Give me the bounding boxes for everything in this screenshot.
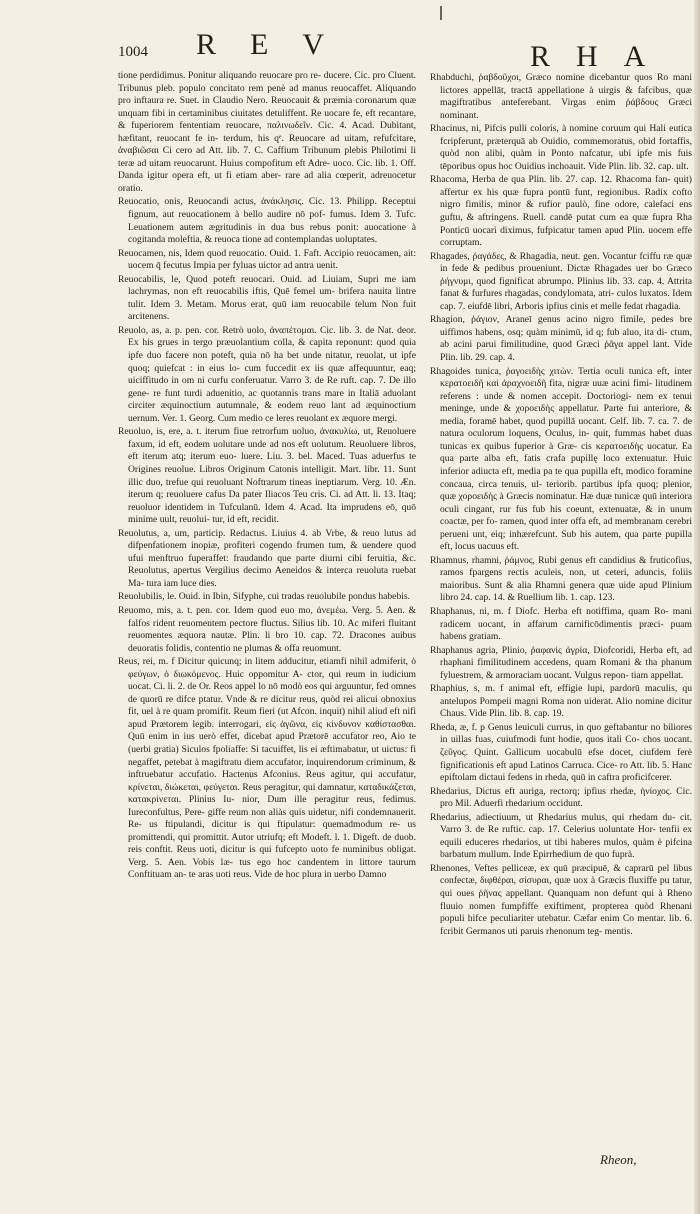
entry-rhenones: Rhenones, Veftes pelliceæ, ex quū præcipuē, & caprarū pel libus confectæ, διφθέραι, σίσυραι, quæ uox à Græcis fluxiffe pu tatur, qui oues ῥῆνας appellant. Quanquam non defunt qui à Rheno fluuio nomen fumpfiffe exiftiment, propterea quòd Rhenani populi hifce peculiariter utebatur. Cæfar enim Co mentar. lib. 6. fcribit Germanos uti paruis rhenonum teg- mentis. [430, 862, 692, 937]
entry-reuocatio: Reuocatio, onis, Reuocandi actus, ἀνάκλησις. Cic. 13. Philipp. Receptui fignum, aut reuocationem à bello audire nō pof- fumus. Idem 3. Tufc. Leuationem autem ægritudinis in dua bus rebus ponit: auocatione à cogitanda moleftia, & reuoca tione ad contemplandas uoluptates. [118, 196, 416, 246]
entry-rhagades: Rhagades, ῥαγάδες, & Rhagadia, neut. gen. Vocantur fciffu ræ quæ in fede & pedibus proueniunt. Dictæ Rhagades uer bo Græco ῥήγνυμι, quod fignificat abrumpo. Plinius lib. 33. cap. 4. Attrita fanat & furfures rhagadas, condylomata, atri- culos luxatos. Idem cap. 7. eiufdē libri, Arboris ipfius cinis et melle fedat rhagadia. [430, 250, 692, 312]
running-head-right: RHA [530, 40, 672, 73]
left-column [118, 70, 416, 883]
entry-rhedarius-adj: Rhedarius, adiectiuum, ut Rhedarius mulus, qui rhedam du- cit. Varro 3. de Re ruftic. cap. 17. Celerius uoluntate Hor- tenfii ex equili educeres rhedarios, ut tibi haberes mulos, quàm è pifcina barbatum mullum. Inde Epirrhedium de quo fuprà. [430, 811, 692, 861]
entry-rheda: Rheda, æ, f. p Genus leuiculi currus, in quo geftabantur no biliores in uillas fuas, cuiufmodi funt hodie, quos itali Co- chos uocant. ζεῦγος. Quint. Gallicum uocabulū efse docet, ciufdem ferè fignificationis eft apud Latinos Carruca. Cice- ro Att. lib. 5. Hanc epiftolam dictaui fedens in rheda, quū in caftra proficifcerer. [430, 721, 692, 784]
entry-reuolutus: Reuolutus, a, um, particip. Redactus. Liuius 4. ab Vrbe, & reuo lutus ad difpenfationem inopiæ, profiteri cogendo frumen tum, & uendere quod ufui menftruo fuperaffet: fraudando que parte diurni cibi feruitia, &c. Reuolutus, apertus Vergilius decimo Aeneidos & interca reuoluta ruebat Ma- tura iam luce dies. [118, 527, 416, 589]
entry-reuolo: Reuolo, as, a. p. pen. cor. Retrò uolo, ἀναπέτομαι. Cic. lib. 3. de Nat. deor. Ex his grues in tergo præuolantium colla, & capita reponunt: quod quia ipfe duo facere non poteft, quia nō ha bet unde nitatur, reuolat, ut ipfe quoq; quiefcat : in eius lo- cum fuccedit ex iis quæ affequuntur, eaq; uiciffitudo in om ni curfu conferuatur. Varro 3. de Re ruft. cap. 7. De illo gene- re funt turdi aduenitio, ac quotannis trans mare in Italiā aduolant circiter æquinoctium autumnale, & eodem reuo lant ad æquinoctium uernum. Ver. 1. Georg. Cum medio ce leres reuolant ex æquore mergi. [118, 324, 416, 424]
right-column [430, 72, 692, 939]
page-number: 1004 [118, 44, 148, 60]
catchword: Rheon, [600, 1152, 637, 1167]
running-head-left: REV [196, 28, 358, 61]
entry-reuolubilis: Reuolubilis, le. Ouid. in Ibin, Sifyphe, cui tradas reuolubile pondus habebis. [118, 591, 411, 603]
entry-reuoluo: Reuoluo, is, ere, a. t. iterum fiue retrorfum uoluo, ἀνακυλίω, ut, Reuoluere faxum, id eft, eodem uolutare unde ad nos eft uolutum. Reuoluere libros, eft iterum atq; iterum euo- luere. Liu. 3. bel. Maced. Tuas aduerfus te Origines reuolue. Libros Originum Catonis intelligit. Mart. libr. 11. Sunt illic duo, trefue qui reuoluant Noftrarum tineas ineptiarum. Verg. 10. Æn. iterum q; reuoluere cafus Da pater Iliacos Teu cris. Ci. ad Att. li. 13. Itaq; reuoluor identidem in Tufculanū. Idem 4. Acad. Ita imprudens eō, quō minime uult, reuolui- tur, id eft, recidit. [118, 426, 416, 526]
entry-rhabduchi: Rhabduchi, ῥαβδοῦχοι, Græco nomine dicebantur quos Ro mani lictores appellāt, tractā appellatione à uirgis & fafcibus, quæ magiftratibus anteferebant. Virgas enim ῥάβδους Græci nominant. [430, 72, 692, 121]
entry-reuocamen: Reuocamen, nis, Idem quod reuocatio. Ouid. 1. Faft. Accipio reuocamen, ait: uocem q̄ fecutus Impia per fyluas uictor ad antra uenit. [118, 247, 416, 272]
entry-reuoco-continued: tione perdidimus. Ponitur aliquando reuocare pro re- ducere. Cic. pro Cluent. Tribunus pleb. populo concitato rem penè ad manus reuocaffet. Aliquando pro inftaura re. Suet. in Claudio Nero. Reuocauit & præmia coronarum quæ unquam fibi in certaminibus ciuitates detuliffent. Re uocare fe, eft recantare, & fuperiorem fententiam reuocare, παλινωδεῖν. Cic. 4. Acad. Dubitant, hæfitant, reuocant fe in- terdum, his qᵉ. Reuocare ad uitam, refufcitare, ἀναβιῶσαι Ci cero ad Att. lib. 7. C. Caffium Tribunum plebis Philotimi li teræ ad uitam reuocarunt. Huius compofitum eft Adre- uoco. Cic. lib. 1. Off. Danda igitur opera eft, ut fi etiam aber- rare ad alia cœperit, adreuocetur oratio. [118, 70, 416, 194]
entry-reuocabilis: Reuocabilis, le, Quod poteft reuocari. Ouid. ad Liuiam, Supri me iam lachrymas, non eft reuocabilis iftis, Quē femel um- brifera nauita lintre tulit. Idem 3. Metam. Morus erat, quū iam reuocabile telum Non fuit arcitenens. [118, 273, 416, 323]
top-mark [440, 6, 442, 20]
entry-rhamnus: Rhamnus, rhamni, ῥάμνος, Rubi genus eft candidius & fruticofius, ramos fpargens rectis aculeis, non, ut ceteri, aduncis, foliis maioribus. Sunt & alia Rhamni genera quæ uide apud Plinium libro 24. cap. 14. & Ruellium lib. 1. cap. 123. [430, 554, 692, 604]
entry-rhaphanus: Rhaphanus, ni, m. f Diofc. Herba eft notiffima, quam Ro- mani radicem uocant, in affarum carnificōdimentis præci- puam habens gratiam. [430, 605, 692, 643]
entry-reus: Reus, rei, m. f Dicitur quicunq; in litem adducitur, etiamfi nihil admiferit, ὁ φεύγων, ὁ διωκόμενος. Huic oppomitur A- ctor, qui reum in iudicium uocat. Ci. li. 2. de Or. Reos appel lo nō modò eos qui arguuntur, fed omnes de quorū re difce ptatur. Vnde & re dicitur reus, quòd rei alicui obnoxius fit, uel à re quam promifit. Reum fieri (ut Afcon. inquit) nihil aliud eft nifi apud Prætorem legib. interrogari, εἰς ἀγῶνα, εἰς κίνδυνον καθίστασθαι. Quū enim in ius uerò effet, dicebat apud Prætorē accufator reo, Aio te (uerbi gratia) Siculos fpoliaffe: Si tacuiffet, lis ei æftimabatur, ut uictus: fi negaffet, petebat à magiftratu diem accufator, inquirendorum criminum, & inftruebatur accufatio. Hactenus Afconius. Reus agitur, qui accufatur, κρίνεται, διώκεται, φεύγεται. Reus peragitur, qui damnatur, καταδικάζεται, κατακρίνεται. Plinius Iu- nior, Dum ille peragitur reus, fedimus. Iureconfultus, Pere- giffe reum non aliàs quis uidetur, nifi condemnauerit. Re- us ftipulandi, dicitur is qui ftipulatur: quemadmodum re- us promittendi, qui promittit. Autor utriufq; eft Modeft. l. 1. Digeft. de duob. reis conftit. Reus uoti, dicitur is qui fufcepto uoto fe numinibus obligat. Verg. 5. Aen. Vobis læ- tus ego hoc candentem in littore taurum Conftituam an- te aras uoti reus. Vide de hoc plura in uerbo Damno [118, 656, 416, 881]
entry-rhedarius-noun: Rhedarius, Dictus eft auriga, rectorq; ipfius rhedæ, ἡνίοχος. Cic. pro Mil. Aduerfi rhedarium occidunt. [430, 785, 692, 810]
entry-rhaphanus-agria: Rhaphanus agria, Plinio, ῥαφανὶς ἀγρία, Diofcoridi, Herba eft, ad rhaphani fimilitudinem accedens, quam Romani & tha phanum fyluestrem, & armoraciam uocant. Vulgus repon- tiam appellat. [430, 644, 692, 681]
entry-rhagoides: Rhagoides tunica, ῥαγοειδὴς χιτὼν. Tertia oculi tunica eft, inter κερατοειδῆ καὶ ἀραχνοειδῆ fita, nigræ uuæ acini fimi- litudinem referens : unde & nomen accepit. Doctoriogi- nem ex tenui meninge, unde & χοροειδὴς appellatur. Parte fui anteriore, & media, foramē habet, quod pupillā uocant. Celf. lib. 7. ca. 7. de natura oculorum loquens, Oculus, in- quit, fummas habet duas tunicas ex quibus fuperior à Græ- cis κερατοειδὴς uocatur. Ea qua parte alba eft, fatis crafa pupillę loco extenuatur. Huic inferior adiucta eft, media pa te qua pupilla eft, modico foramine concaua, circa tenuis, ul- teriorib. partibus ipfa quoq; plenior, quæ χοροειδὴς à Græcis nominatur. Hæ duæ tunicæ quū interiora oculi cingant, rur fus fub his coeunt, extenuatæ, & in unum coactæ, per fo- ramen, quod inter offa eft, ad membranam cerebri perueni unt, eiq; inhærefcunt. Sub his autem, qua parte pupilla eft, locus uacuus eft. [430, 365, 692, 553]
entry-rhaphius: Rhaphius, s, m. f animal eft, effigie lupi, pardorū maculis, qu antelupos Pompeii magni Roma non uiderat. Alio nomine dicitur Chaus. Vide Plin. lib. 8. cap. 19. [430, 683, 692, 720]
entry-reuomo: Reuomo, mis, a. t. pen. cor. Idem quod euo mo, ἀνεμέω. Verg. 5. Aen. & falfos rident reuomentem pectore fluctus. Silius lib. 10. Ac miferi fluitant reuomentes æquora nautæ. Plin. li bro 10. cap. 72. Dracones auibus deuoratis folidis, contentio ne plumas & offa reuomunt. [118, 604, 416, 654]
entry-rhacoma: Rhacoma, Herba de qua Plin. lib. 27. cap. 12. Rhacoma fan- quit) affertur ex his quæ fupra pontū funt, regionibus. Radix cofto nigro fimilis, minor & rufior paulò, fine odore, calefaci ens guftu, & aftringens. Ruell. candē putat cum ea quæ fupra Rha Ponticū uocari diximus, fufpicatur tamen apud Plin. uocem effe corruptam. [430, 174, 692, 249]
page-edge-shadow [694, 0, 700, 1214]
entry-rhagion: Rhagion, ῥάγιον, Araneī genus acino nigro fimile, pedes bre uiffimos habens, osq; quàm minimū, id q; fub aluo, ita di- ctum, ab acini parui fimilitudine, quod Græci ῥᾶγα appel lant. Vide Plin. lib. 29. cap. 4. [430, 314, 692, 364]
entry-rhacinus: Rhacinus, ni, Pifcis pulli coloris, à nomine coruum qui Hali eutica fcripferunt, præterquā ab Ouidio, commemoratus, obid fortaffis, quòd non alibi, quàm in Ponto nafcatur, ubi ipfe mis fuis tēporibus opus hoc Ouidius inchoauit. Vide Plin. lib. 32. cap. ult. [430, 123, 692, 172]
